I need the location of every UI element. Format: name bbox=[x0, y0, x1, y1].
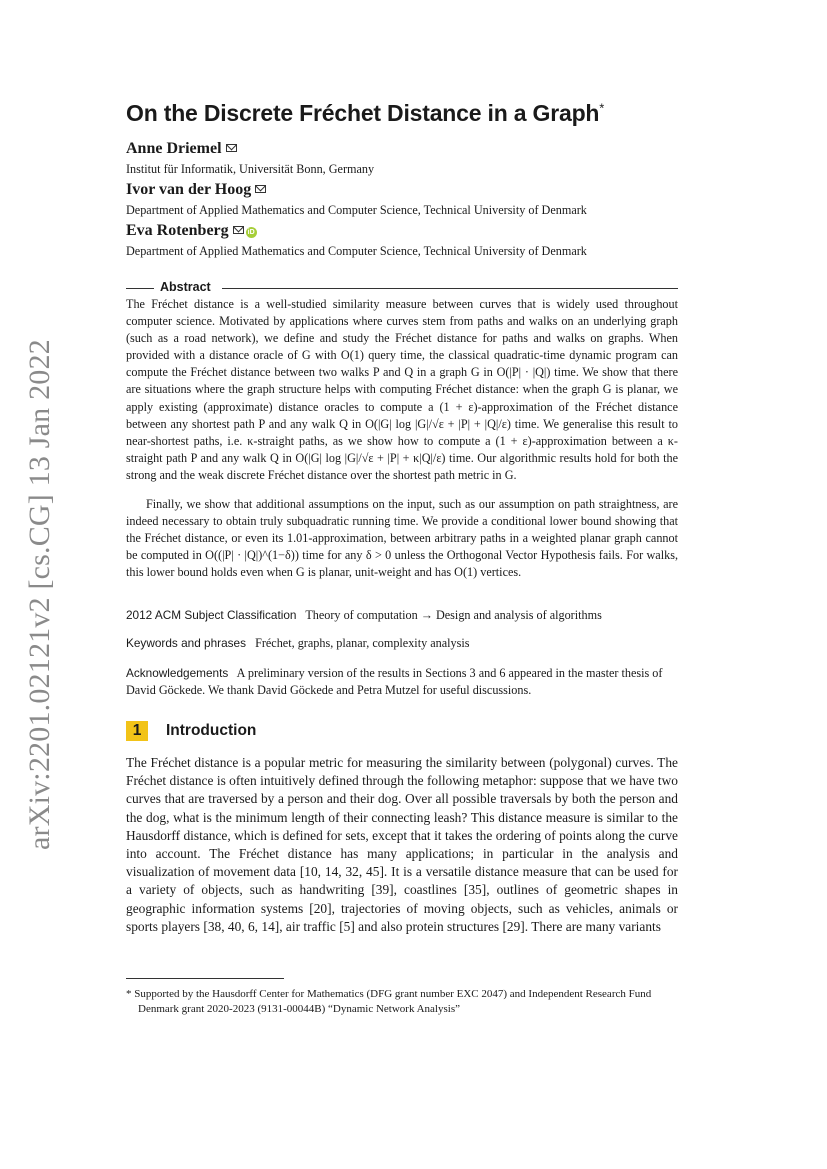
author-2-affiliation: Department of Applied Mathematics and Computer Science, Technical University of Denmark bbox=[126, 203, 587, 217]
arxiv-identifier: arXiv:2201.02121v2 [cs.CG] 13 Jan 2022 bbox=[23, 339, 56, 850]
acknowledgements-value: A preliminary version of the results in Sections 3 and 6 appeared in the master thesis of David Göckede. We thank David Göckede and Petra Mutzel for useful discussions. bbox=[126, 666, 663, 697]
abstract-header bbox=[126, 281, 678, 295]
email-icon[interactable] bbox=[255, 185, 266, 193]
orcid-icon[interactable]: iD bbox=[247, 229, 255, 236]
section-heading bbox=[126, 721, 256, 741]
abstract-rule-left bbox=[126, 288, 154, 289]
keywords-value: Fréchet, graphs, planar, complexity analysis bbox=[255, 636, 470, 650]
title-footnote-mark: * bbox=[599, 100, 605, 116]
acm-label: 2012 ACM Subject Classification bbox=[126, 608, 297, 622]
footnote: * Supported by the Hausdorff Center for Mathematics (DFG grant number EXC 2047) and Independent Research Fund Denmark grant 2020-2023 (9131-00044B) “Dynamic Network Analysis” bbox=[126, 988, 652, 1015]
paper-title bbox=[126, 100, 686, 127]
section-number: 1 bbox=[126, 721, 148, 741]
acm-classification bbox=[126, 607, 678, 624]
author-2 bbox=[126, 181, 266, 199]
abstract-heading: Abstract bbox=[160, 280, 211, 294]
section-title: Introduction bbox=[166, 722, 257, 739]
abstract-rule-right bbox=[222, 288, 678, 289]
author-1-affiliation: Institut für Informatik, Universität Bonn, Germany bbox=[126, 162, 375, 176]
keywords bbox=[126, 635, 678, 652]
author-name: Eva Rotenberg bbox=[126, 222, 229, 239]
acknowledgements-label: Acknowledgements bbox=[126, 666, 229, 680]
author-3 bbox=[126, 222, 257, 240]
author-name: Anne Driemel bbox=[126, 140, 222, 157]
abstract-paragraph-1: The Fréchet distance is a well-studied similarity measure between curves that is widely used throughout computer science. Motivated by applications where curves stem from paths and walks on an underlying graph (such as a road network), we define and study the Fréchet distance for paths and walks on graphs. When provided with a distance oracle of G with O(1) query time, the classical quadratic-time dynamic program can compute the Fréchet distance between two walks P and Q in a graph G in O(|P| · |Q|) time. We show that there are situations where the graph structure helps with computing Fréchet distance: when the graph G is planar, we apply existing (approximate) distance oracles to compute a (1 + ε)-approximation of the Fréchet distance between any shortest path P and any walk Q in O(|G| log |G|/√ε + |P| + |Q|/ε) time. We generalise this result to near-shortest paths, i.e. κ-straight paths, as we show how to compute a (1 + ε)-approximation between a κ-straight path P and any walk Q in O(|G| log |G|/√ε + |P| + κ|Q|/ε) time. Our algorithmic results hold for both the strong and the weak discrete Fréchet distance over the shortest path metric in G. bbox=[126, 297, 678, 482]
acm-value: Theory of computation → Design and analysis of algorithms bbox=[305, 608, 602, 622]
author-name: Ivor van der Hoog bbox=[126, 181, 252, 198]
introduction-paragraph: The Fréchet distance is a popular metric for measuring the similarity between (polygonal) curves. The Fréchet distance is often intuitively defined through the following metaphor: suppose that we have two curves that are traversed by a person and their dog. Over all possible traversals by both the person and the dog, what is the minimum length of their connecting leash? This distance measure is similar to the Hausdorff distance, which is defined for sets, except that it takes the ordering of points along the curve into account. The Fréchet distance has many applications; in particular in the analysis and visualization of movement data [10, 14, 32, 45]. It is a versatile distance measure that can be used for a variety of objects, such as handwriting [39], coastlines [35], outlines of geometric shapes in geographic information systems [20], trajectories of moving objects, such as vehicles, animals or sports players [38, 40, 6, 14], air traffic [5] and also protein structures [29]. There are many variants bbox=[126, 755, 678, 934]
acknowledgements bbox=[126, 665, 678, 699]
keywords-label: Keywords and phrases bbox=[126, 636, 247, 650]
email-icon[interactable] bbox=[233, 226, 244, 234]
email-icon[interactable] bbox=[226, 144, 237, 152]
abstract-paragraph-2: Finally, we show that additional assumptions on the input, such as our assumption on path straightness, are indeed necessary to obtain truly subquadratic running time. We provide a conditional lower bound showing that the Fréchet distance, or even its 1.01-approximation, between arbitrary paths in a weighted planar graph cannot be computed in O((|P| · |Q|)^(1−δ)) time for any δ > 0 unless the Orthogonal Vector Hypothesis fails. For walks, this lower bound holds even when G is planar, unit-weight and has O(1) vertices. bbox=[126, 497, 678, 580]
author-1 bbox=[126, 140, 237, 158]
footnote-rule bbox=[126, 978, 284, 979]
author-3-affiliation: Department of Applied Mathematics and Computer Science, Technical University of Denmark bbox=[126, 244, 587, 258]
title-text: On the Discrete Fréchet Distance in a Graph bbox=[126, 100, 600, 126]
